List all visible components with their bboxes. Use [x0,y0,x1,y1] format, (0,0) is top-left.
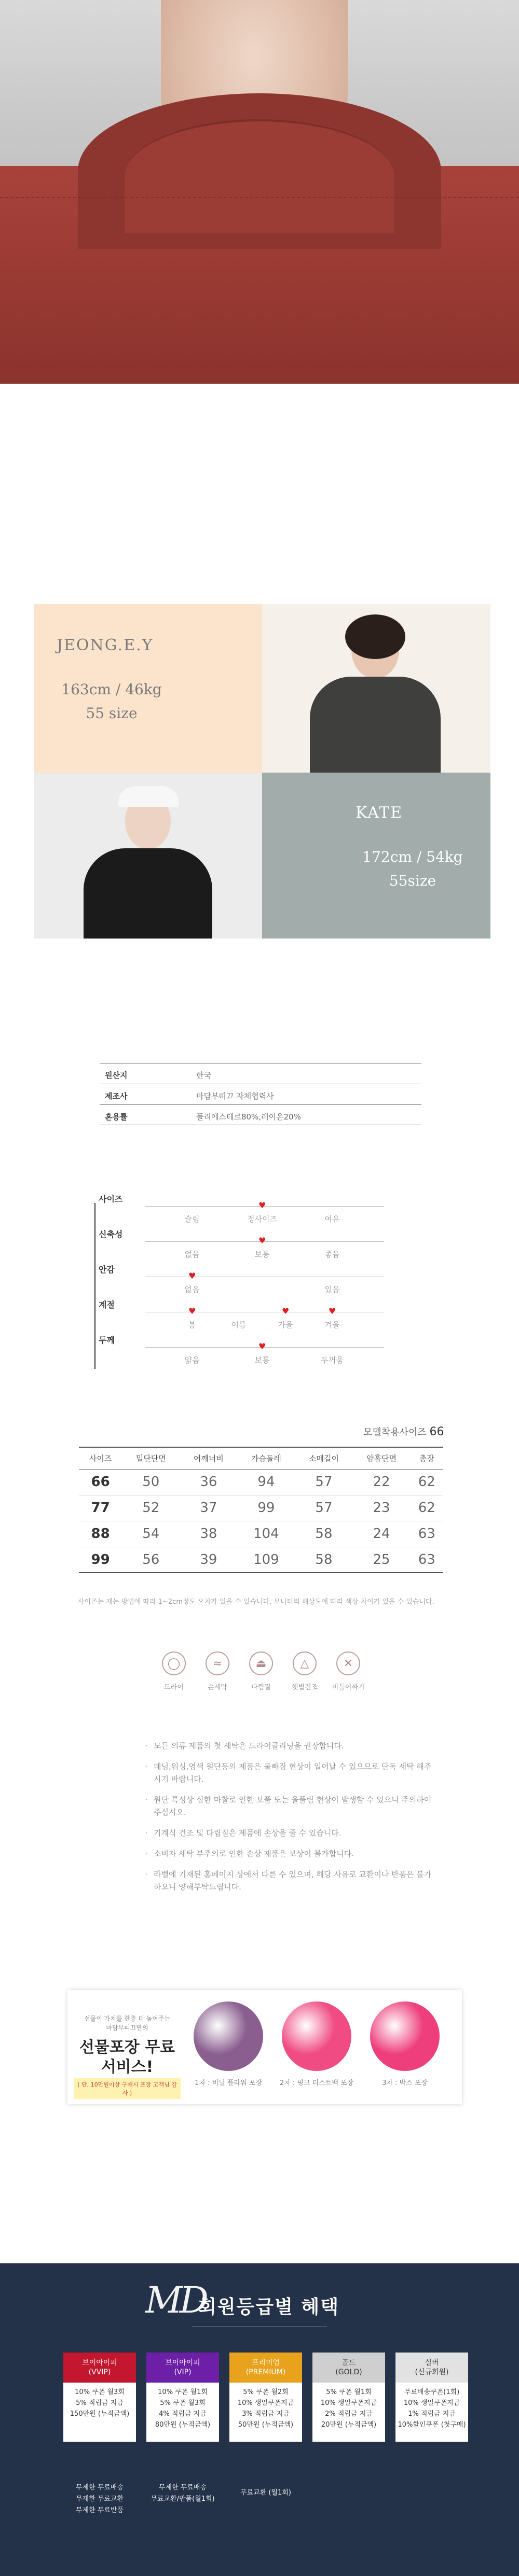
tier-benefit: 1% 적립금 지급 [408,2410,456,2418]
tier-benefits [395,2383,468,2442]
fit-option: 없음 [184,1250,200,1259]
size-cell: 109 [237,1547,295,1573]
tier-sub: (GOLD) [335,2368,362,2376]
size-caption-prefix: 모델착용사이즈 [363,1427,427,1438]
model2-stats: 172cm / 54kg [362,848,463,865]
size-cell: 24 [352,1521,410,1547]
fit-option: 여유 [324,1214,340,1224]
heart-icon: ♥ [188,1271,196,1281]
tier-benefit: 10% 쿠폰 월1회 [158,2388,208,2396]
tier-header [146,2353,219,2383]
model1-size: 55 size [86,705,138,722]
heart-icon: ♥ [258,1341,266,1351]
tier-benefits [229,2383,302,2442]
heart-icon: ♥ [188,1306,196,1316]
model2-top [84,848,212,939]
model-size-caption [363,1425,444,1438]
tier-benefit: 5% 적립금 지급 [76,2399,124,2407]
info-key: 혼용률 [105,1112,128,1122]
tier-sub: (VVIP) [88,2368,111,2376]
care-label: 드라이 [164,1684,184,1691]
size-header-cell: 사이즈 [79,1447,122,1469]
size-header-cell: 소매길이 [295,1447,352,1469]
heart-icon: ♥ [258,1200,266,1210]
tier-header [395,2353,468,2383]
membership-tier [229,2353,302,2442]
model1-hair [345,614,405,659]
model1-stats: 163cm / 46kg [61,681,162,698]
size-table [79,1447,443,1573]
size-cell: 23 [352,1495,410,1521]
membership-title: 회원등급별 혜택 [198,2297,339,2318]
tier-benefit: 2% 적립금 지급 [325,2410,373,2418]
premium-extra-benefits [224,2487,307,2499]
fit-row-label: 신축성 [99,1229,123,1239]
membership-section [0,2263,519,2576]
extra-benefit: 무제한 무료배송 [158,2484,207,2491]
fit-row-label: 계절 [99,1300,115,1310]
fit-row [93,1334,384,1365]
size-cell: 58 [295,1521,352,1547]
membership-tier [146,2353,219,2442]
gift-option-label: 1차 : 비닐 플라워 포장 [195,2079,262,2087]
care-note: · 원단 특성상 심한 마찰로 인한 보풀 또는 올풀림 현상이 발생할 수 있으니 주의하여 주십시오. [145,1794,436,1818]
vvip-extra-benefits [58,2482,141,2516]
care-item [330,1651,366,1691]
tier-benefit: 10% 쿠폰 월3회 [75,2388,125,2396]
gift-option-label: 3차 : 박스 포장 [382,2079,428,2087]
model2-size: 55size [389,872,436,889]
gift-option [187,2001,270,2087]
size-cell: 62 [411,1495,443,1521]
fit-row-label: 사이즈 [99,1194,123,1204]
fit-option: 없음 [184,1285,200,1294]
info-row [100,1084,421,1104]
tier-benefit: 150만원 (누적금액) [70,2410,130,2418]
care-label: 햇볕건조 [291,1684,318,1691]
size-cell: 37 [180,1495,237,1521]
model2-visor [118,786,179,807]
tier-benefit: 3% 적립금 지급 [242,2410,290,2418]
tier-name: 브이아이피 [165,2359,200,2367]
size-cell: 88 [79,1521,122,1547]
no-bleach-icon: ✕ [336,1651,360,1675]
tier-benefit: 10% 생일쿠폰지급 [403,2399,460,2407]
fit-option: 보통 [254,1250,270,1259]
fit-row [93,1193,384,1224]
gift-option [275,2001,358,2087]
bleach-icon: △ [293,1651,317,1675]
dry-clean-icon: ◯ [162,1651,186,1675]
size-header-cell: 가슴둘레 [237,1447,295,1469]
size-cell: 99 [237,1495,295,1521]
fit-chart [93,1193,384,1374]
tier-header [229,2353,302,2383]
gift-wrap-image [370,2001,440,2071]
info-row [100,1104,421,1125]
fit-option: 두꺼움 [321,1355,344,1365]
extra-benefit: 무제한 무료배송 [75,2484,124,2491]
tier-header [312,2353,385,2383]
size-cell: 77 [79,1495,122,1521]
tier-benefit: 무료배송쿠폰(1회) [404,2388,460,2396]
size-header-cell: 밑단단면 [122,1447,180,1469]
info-row [100,1063,421,1084]
fit-option: 정사이즈 [247,1214,277,1224]
tier-benefit: 5% 쿠폰 월3회 [160,2399,206,2407]
size-cell: 38 [180,1521,237,1547]
heart-icon: ♥ [329,1306,336,1316]
size-cell: 54 [122,1521,180,1547]
size-cell: 36 [180,1469,237,1495]
tier-sub: (VIP) [174,2368,192,2376]
size-cell: 50 [122,1469,180,1495]
info-value: 한국 [196,1071,211,1080]
size-cell: 66 [79,1469,122,1495]
fit-option: 여름 [231,1320,247,1329]
fit-row [93,1228,384,1259]
size-cell: 22 [352,1469,410,1495]
tier-name: 브이아이피 [82,2359,117,2367]
tier-sub: (신규회원) [415,2368,449,2376]
size-cell: 52 [122,1495,180,1521]
extra-benefit: 무제한 무료교환 [75,2495,124,2503]
tier-benefits [312,2383,385,2442]
heart-icon: ♥ [282,1306,290,1316]
size-note: 사이즈는 재는 방법에 따라 1~2cm정도 오차가 있을 수 있습니다. 모니터의 해상도에 따라 색상 차이가 있을 수 있습니다. [78,1598,434,1606]
size-cell: 58 [295,1547,352,1573]
gift-title: 선물포장 무료서비스! [79,2038,175,2076]
product-info-table [100,1063,421,1125]
care-note: · 데님,워싱,염색 원단등의 제품은 물빠짐 현상이 일어날 수 있으므로 단독 세탁 해주시기 바랍니다. [145,1760,436,1785]
care-note: · 라벨에 기재된 홈페이지 상에서 다른 수 있으며, 해당 사유로 교환이나 반품은 불가하오니 양해부탁드립니다. [145,1868,436,1893]
size-cell: 62 [411,1469,443,1495]
tier-benefit: 5% 쿠폰 월2회 [243,2388,289,2396]
care-label: 다림질 [251,1684,271,1691]
size-row [79,1547,443,1573]
tier-sub: (PREMIUM) [245,2368,286,2376]
care-item [286,1651,323,1691]
fit-option: 봄 [188,1320,196,1329]
fit-option: 좋음 [324,1250,340,1259]
size-row [79,1495,443,1521]
tier-benefit: 4% 적립금 지급 [159,2410,207,2418]
garment-stitch-line [0,197,519,198]
info-key: 원산지 [105,1071,128,1080]
fit-row [93,1298,384,1329]
size-cell: 39 [180,1547,237,1573]
vip-extra-benefits [141,2482,224,2505]
info-key: 제조사 [105,1091,128,1101]
care-notes [145,1740,436,1901]
model1-info-panel [34,604,262,773]
membership-tier [312,2353,385,2442]
fit-option: 가을 [278,1320,293,1329]
fit-row [93,1263,384,1294]
tier-benefits [146,2383,219,2442]
model1-photo [262,604,490,773]
fit-option: 얇음 [184,1355,200,1365]
size-cell: 63 [411,1521,443,1547]
care-note: · 기계식 건조 및 다림질은 제품에 손상을 줄 수 있습니다. [145,1827,436,1839]
model2-photo [34,773,262,939]
membership-tier [63,2353,136,2442]
size-header-cell: 암홀단면 [352,1447,410,1469]
fit-option: 겨울 [324,1320,340,1329]
fit-option: 슬림 [184,1214,200,1224]
md-logo: MD [145,2279,206,2321]
size-header-cell: 어깨너비 [180,1447,237,1469]
extra-benefit: 무제한 무료반품 [75,2507,124,2514]
care-label: 비틀어짜기 [332,1684,365,1691]
gift-wrap-image [282,2001,351,2071]
membership-tier [395,2353,468,2442]
model2-name: KATE [356,804,403,822]
size-cell: 94 [237,1469,295,1495]
size-cell: 104 [237,1521,295,1547]
fit-row-label: 안감 [99,1265,115,1275]
extra-benefit: 무료교환/반품(월1회) [151,2495,215,2503]
tier-benefit: 20만원 (누적금액) [321,2421,377,2429]
gift-subtitle: 선물이 가치를 한층 더 높여주는 마담부띠끄만의 [84,2015,170,2032]
size-header-cell: 총장 [411,1447,443,1469]
gift-wrap-banner [67,1990,462,2104]
size-cell: 63 [411,1547,443,1573]
size-row [79,1469,443,1495]
info-value: 마담부띠끄 자체협력사 [196,1091,274,1101]
care-item [199,1651,236,1691]
tier-benefit: 5% 쿠폰 월1회 [326,2388,372,2396]
care-item [243,1651,279,1691]
size-row [79,1521,443,1547]
tier-benefit: 10%할인쿠폰 (첫구매) [398,2421,466,2429]
tier-name: 골드 [342,2359,356,2367]
extra-benefit: 무료교환 (월1회) [240,2489,291,2497]
heart-icon: ♥ [258,1236,266,1245]
size-caption-value: 66 [429,1425,444,1438]
model-info-section [34,604,490,939]
tier-benefit: 10% 생일쿠폰지급 [320,2399,377,2407]
care-item [156,1651,192,1691]
model1-name: JEONG.E.Y [57,636,154,654]
size-cell: 25 [352,1547,410,1573]
size-cell: 57 [295,1495,352,1521]
tier-benefit: 50만원 (누적금액) [238,2421,294,2429]
gift-option [363,2001,446,2087]
info-value: 폴리에스테르80%,레이온20% [196,1112,301,1122]
size-cell: 57 [295,1469,352,1495]
tier-name: 실버 [425,2359,439,2367]
garment-collar-front [125,119,394,233]
tier-benefit: 80만원 (누적금액) [155,2421,211,2429]
gift-wrap-image [194,2001,263,2071]
gift-condition-tag: ( 단, 10만원이상 구매시 포장 고객님 감사 ) [74,2078,181,2099]
tier-name: 프리미엄 [251,2359,280,2367]
care-note: · 소비자 세탁 부주의로 인한 손상 제품은 보상이 불가합니다. [145,1847,436,1860]
tier-header [63,2353,136,2383]
hand-wash-icon: ≈ [206,1651,229,1675]
hero-product-photo [0,0,519,384]
fit-option: 보통 [254,1355,270,1365]
gift-option-label: 2차 : 핑크 더스트백 포장 [279,2079,354,2087]
care-note: · 모든 의류 제품의 첫 세탁은 드라이클리닝을 권장합니다. [145,1740,436,1752]
model1-top [310,677,441,773]
fit-row-label: 두께 [99,1335,115,1345]
size-cell: 99 [79,1547,122,1573]
tier-benefits [63,2383,136,2442]
fit-option: 있음 [324,1285,340,1294]
iron-icon: ⏏ [249,1651,273,1675]
care-label: 손세탁 [208,1684,227,1691]
tier-benefit: 10% 생일쿠폰지급 [237,2399,294,2407]
care-icons [156,1651,374,1709]
size-cell: 56 [122,1547,180,1573]
model2-info-panel [262,773,490,939]
